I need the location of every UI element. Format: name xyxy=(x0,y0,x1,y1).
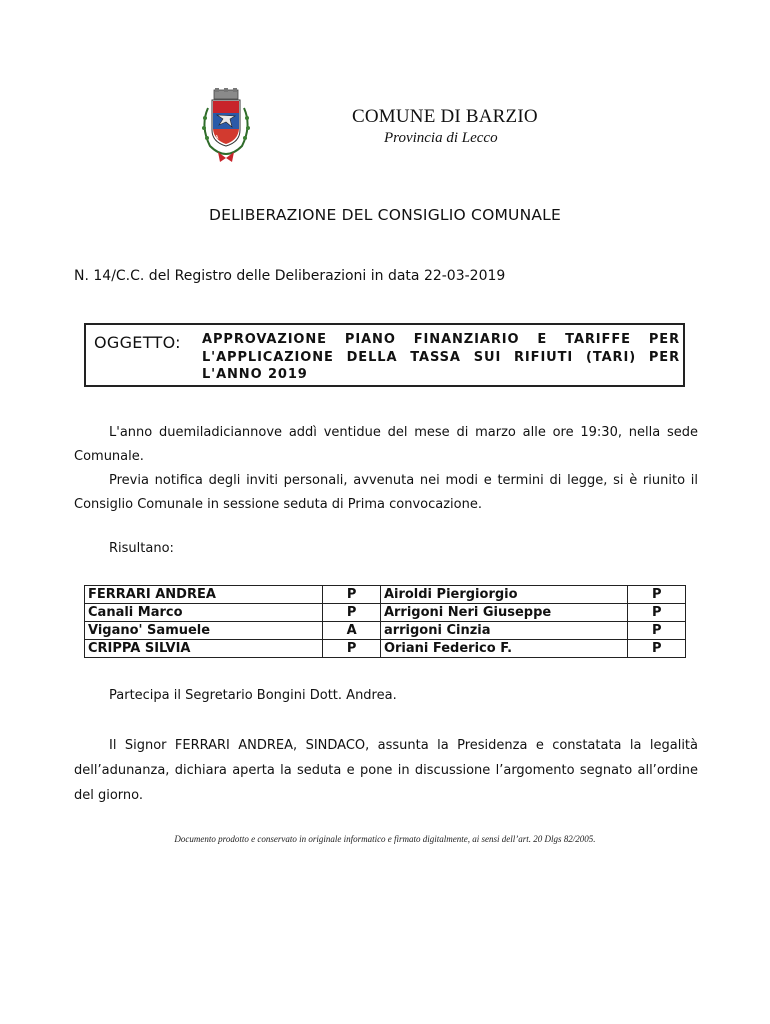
document-title: DELIBERAZIONE DEL CONSIGLIO COMUNALE xyxy=(208,206,562,224)
councillor-name: Canali Marco xyxy=(85,604,323,622)
presidency-paragraph: Il Signor FERRARI ANDREA, SINDACO, assunta la Presidenza e constatata la legalità dell’adunanza, dichiara aperta la seduta e pone in discussione l’argomento segnato all’ordine del giorno. xyxy=(74,738,698,803)
convocation-paragraph: Previa notifica degli inviti personali, avvenuta nei modi e termini di legge, si è riunito il Consiglio Comunale in sessione seduta di Prima convocazione. xyxy=(74,473,698,512)
table-row xyxy=(85,586,686,604)
subject-text: APPROVAZIONE PIANO FINANZIARIO E TARIFFE PER L'APPLICAZIONE DELLA TASSA SUI RIFIUTI (TARI) PER L'ANNO 2019 xyxy=(202,332,680,382)
attendance-status: P xyxy=(628,586,686,604)
registry-line: N. 14/C.C. del Registro delle Deliberazioni in data 22-03-2019 xyxy=(74,268,506,284)
attendance-status: P xyxy=(628,622,686,640)
digital-signature-note: Documento prodotto e conservato in originale informatico e firmato digitalmente, ai sensi dell’art. 20 Dlgs 82/2005. xyxy=(174,834,596,844)
secretary-line: Partecipa il Segretario Bongini Dott. Andrea. xyxy=(109,688,397,703)
attendance-status: P xyxy=(628,640,686,658)
councillor-name: arrigoni Cinzia xyxy=(380,622,627,640)
province-name: Provincia di Lecco xyxy=(384,130,498,146)
attendance-status: P xyxy=(323,640,381,658)
councillor-name: FERRARI ANDREA xyxy=(85,586,323,604)
attendance-table xyxy=(84,585,686,658)
subject-label: OGGETTO: xyxy=(94,333,181,352)
attendance-status: A xyxy=(323,622,381,640)
attendance-status: P xyxy=(323,604,381,622)
municipal-crest-icon xyxy=(196,88,256,166)
councillor-name: CRIPPA SILVIA xyxy=(85,640,323,658)
table-row xyxy=(85,622,686,640)
municipality-name: COMUNE DI BARZIO xyxy=(352,106,538,127)
councillor-name: Vigano' Samuele xyxy=(85,622,323,640)
attendance-status: P xyxy=(323,586,381,604)
attendance-status: P xyxy=(628,604,686,622)
councillor-name: Airoldi Piergiorgio xyxy=(380,586,627,604)
svg-text:A: A xyxy=(215,135,219,141)
table-row xyxy=(85,640,686,658)
table-row xyxy=(85,604,686,622)
councillor-name: Arrigoni Neri Giuseppe xyxy=(380,604,627,622)
attendance-intro: Risultano: xyxy=(109,541,174,556)
councillor-name: Oriani Federico F. xyxy=(380,640,627,658)
meeting-date-paragraph: L'anno duemiladiciannove addì ventidue del mese di marzo alle ore 19:30, nella sede Comunale. xyxy=(74,425,698,464)
subject-box xyxy=(84,323,685,387)
